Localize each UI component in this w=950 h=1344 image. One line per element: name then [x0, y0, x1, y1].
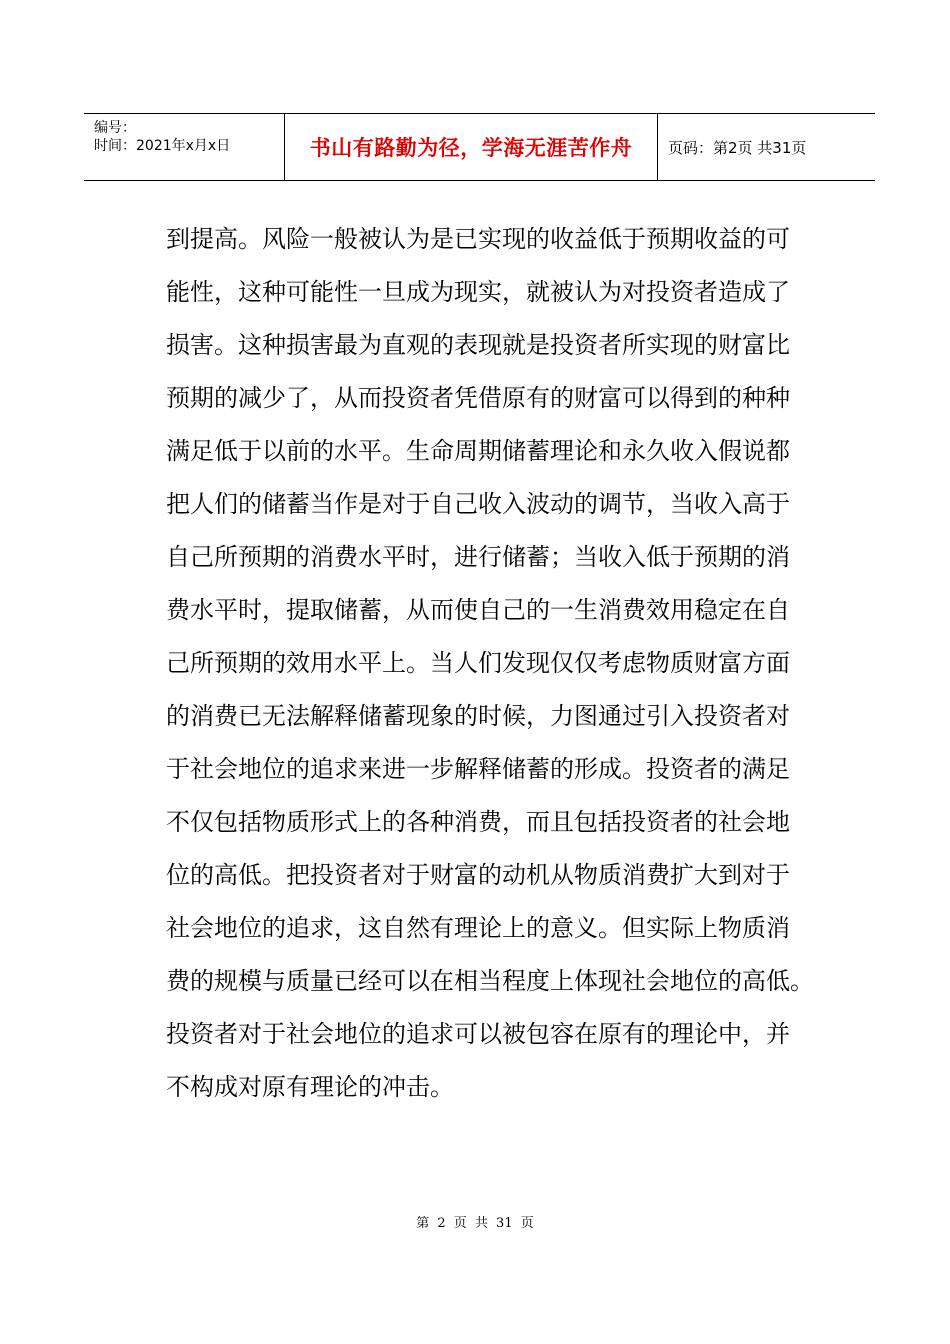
document-body: [166, 213, 814, 1114]
body-text-line: 损害。这种损害最为直观的表现就是投资者所实现的财富比: [166, 331, 790, 359]
page-footer: 第 2 页 共 31 页: [416, 1216, 534, 1231]
body-text-line: 能性，这种可能性一旦成为现实，就被认为对投资者造成了: [166, 278, 790, 306]
body-text-line: 把人们的储蓄当作是对于自己收入波动的调节，当收入高于: [166, 490, 790, 518]
document-date-label: 时间：2021年x月x日: [94, 138, 231, 154]
body-text-line: 不构成对原有理论的冲击。: [166, 1073, 454, 1101]
body-text-line: 到提高。风险一般被认为是已实现的收益低于预期收益的可: [166, 225, 790, 253]
header-motto: 书山有路勤为径，学海无涯苦作舟: [285, 114, 658, 180]
body-text-line: 位的高低。把投资者对于财富的动机从物质消费扩大到对于: [166, 861, 790, 889]
body-text-line: 不仅包括物质形式上的各种消费，而且包括投资者的社会地: [166, 808, 790, 836]
header-page-info: 页码：第2页 共31页: [668, 138, 807, 157]
body-text-line: 费水平时，提取储蓄，从而使自己的一生消费效用稳定在自: [166, 596, 790, 624]
header-meta-cell: [84, 114, 285, 180]
body-text-line: 于社会地位的追求来进一步解释储蓄的形成。投资者的满足: [166, 755, 790, 783]
body-text-line: 预期的减少了，从而投资者凭借原有的财富可以得到的种种: [166, 384, 790, 412]
body-text-line: 满足低于以前的水平。生命周期储蓄理论和永久收入假说都: [166, 437, 790, 465]
document-number-label: 编号：: [94, 120, 136, 136]
body-text-line: 社会地位的追求，这自然有理论上的意义。但实际上物质消: [166, 914, 790, 942]
body-text-line: 费的规模与质量已经可以在相当程度上体现社会地位的高低。: [166, 967, 814, 995]
document-header: [84, 113, 875, 181]
body-text-line: 自己所预期的消费水平时，进行储蓄；当收入低于预期的消: [166, 543, 790, 571]
body-text-line: 投资者对于社会地位的追求可以被包容在原有的理论中，并: [166, 1020, 790, 1048]
body-text-line: 的消费已无法解释储蓄现象的时候，力图通过引入投资者对: [166, 702, 790, 730]
body-text-line: 己所预期的效用水平上。当人们发现仅仅考虑物质财富方面: [166, 649, 790, 677]
